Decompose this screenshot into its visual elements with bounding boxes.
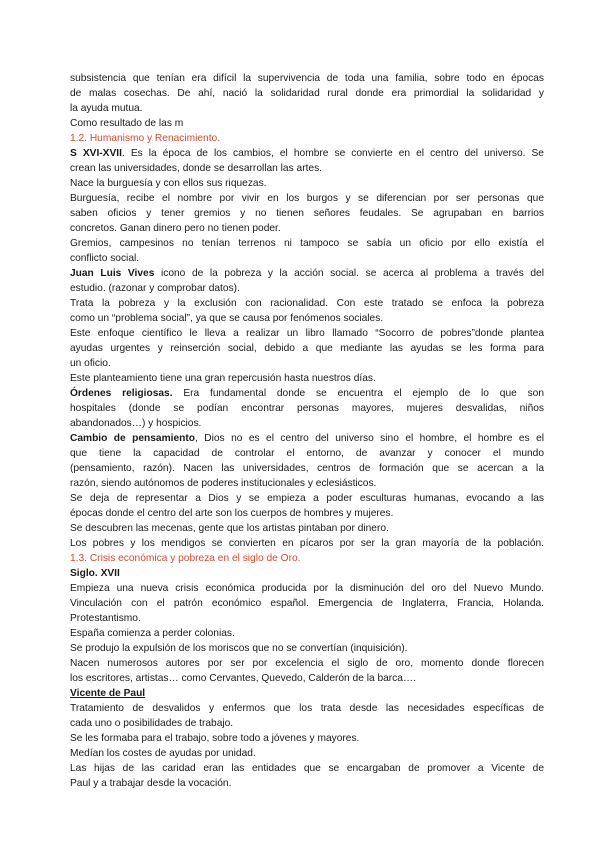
text-line xyxy=(70,671,544,686)
text-line xyxy=(70,356,544,371)
line-text: estudio. (razonar y comprobar datos). xyxy=(70,283,240,294)
text-line xyxy=(70,161,544,176)
line-text: un oficio. xyxy=(70,358,111,369)
text-line xyxy=(70,236,544,251)
line-text: (pensamiento, razón). Nacen las universidades, centros de formación que se acercan a la xyxy=(70,463,544,474)
line-text: Trata la pobreza y la exclusión con racionalidad. Con este tratado se enfoca la pobreza xyxy=(70,298,544,309)
line-text: la ayuda mutua. xyxy=(70,103,143,114)
line-text: Tratamiento de desvalidos y enfermos que los trata desde las necesidades específicas de xyxy=(70,703,544,714)
line-text: los escritores, artistas… como Cervantes, Quevedo, Calderón de la barca…. xyxy=(70,673,416,684)
line-text: ayudas urgentes y reinserción social, debido a que mediante las ayudas se les forma para xyxy=(70,343,544,354)
line-text: subsistencia que tenían era difícil la supervivencia de toda una familia, sobre todo en épocas xyxy=(70,73,544,84)
line-text: . Es la época de los cambios, el hombre se convierte en el centro del universo. Se xyxy=(121,148,544,159)
line-text: razón, siendo autónomos de poderes institucionales y eclesiásticos. xyxy=(70,478,377,489)
text-line xyxy=(70,176,544,191)
line-text: Nacen numerosos autores por ser por excelencia el siglo de oro, momento donde florecen xyxy=(70,658,544,669)
text-line xyxy=(70,191,544,206)
line-text: épocas donde el centro del arte son los cuerpos de hombres y mujeres. xyxy=(70,508,394,519)
line-text: conflicto social. xyxy=(70,253,140,264)
text-line xyxy=(70,371,544,386)
line-text: Era fundamental donde se encuentra el ejemplo de lo que son xyxy=(172,388,545,399)
line-text: como un “problema social”, ya que se causa por fenómenos sociales. xyxy=(70,313,384,324)
text-line xyxy=(70,461,544,476)
line-text: Se deja de representar a Dios y se empieza a poder esculturas humanas, evocando a las xyxy=(70,493,544,504)
text-line xyxy=(70,641,544,656)
bold-lead: Órdenes religiosas. xyxy=(70,388,173,399)
text-line xyxy=(70,311,544,326)
text-line xyxy=(70,146,544,161)
text-line xyxy=(70,716,544,731)
line-text: que tiene la capacidad de controlar el entorno, de avanzar y conocer el mundo xyxy=(70,448,544,459)
line-text: Nace la burguesía y con ellos sus riquezas. xyxy=(70,178,267,189)
bold-lead: Cambio de pensamiento xyxy=(70,433,195,444)
text-line xyxy=(70,506,544,521)
line-text: , Dios no es el centro del universo sino el hombre, el hombre es el xyxy=(194,433,544,444)
line-text: Se produjo la expulsión de los moriscos que no se convertían (inquisición). xyxy=(70,643,408,654)
text-line xyxy=(70,251,544,266)
text-line xyxy=(70,206,544,221)
line-text: Vinculación con el patrón económico español. Emergencia de Inglaterra, Francia, Holanda. xyxy=(70,598,544,609)
line-text: de malas cosechas. De ahí, nació la solidaridad rural donde era primordial la solidaridad y xyxy=(70,88,544,99)
line-text: Vicente de Paul xyxy=(70,688,146,699)
line-text: Se les formaba para el trabajo, sobre todo a jóvenes y mayores. xyxy=(70,733,360,744)
line-text: Los pobres y los mendigos se convierten en pícaros por ser la gran mayoría de la población. xyxy=(70,538,544,549)
line-text: España comienza a perder colonias. xyxy=(70,628,235,639)
line-text: Paul y a trabajar desde la vocación. xyxy=(70,778,232,789)
text-line xyxy=(70,431,544,446)
text-line xyxy=(70,566,544,581)
line-text: Se descubren las mecenas, gente que los artistas pintaban por dinero. xyxy=(70,523,389,534)
text-line xyxy=(70,626,544,641)
text-line xyxy=(70,491,544,506)
text-line xyxy=(70,281,544,296)
text-line xyxy=(70,581,544,596)
text-line xyxy=(70,701,544,716)
line-text: Este planteamiento tiene una gran repercusión hasta nuestros días. xyxy=(70,373,376,384)
text-line xyxy=(70,611,544,626)
line-text: Las hijas de las caridad eran las entidades que se encargaban de promover a Vicente de xyxy=(70,763,544,774)
line-text: Medían los costes de ayudas por unidad. xyxy=(70,748,256,759)
text-line xyxy=(70,686,544,701)
text-line xyxy=(70,401,544,416)
text-line xyxy=(70,446,544,461)
line-text: Siglo. XVII xyxy=(70,568,120,579)
line-text: 1.2. Humanismo y Renacimiento. xyxy=(70,133,221,144)
text-line xyxy=(70,221,544,236)
line-text: hospitales (donde se podían encontrar personas mayores, mujeres desvalidas, niños xyxy=(70,403,544,414)
line-text: Empieza una nueva crisis económica producida por la disminución del oro del Nuevo Mundo. xyxy=(70,583,544,594)
line-text: Burguesía, recibe el nombre por vivir en los burgos y se diferencian por ser personas que xyxy=(70,193,544,204)
line-text: 1.3. Crisis económica y pobreza en el siglo de Oro. xyxy=(70,553,301,564)
section-heading xyxy=(70,131,544,146)
line-text: Este enfoque científico le lleva a realizar un libro llamado “Socorro de pobres”donde plantea xyxy=(70,328,544,339)
text-line xyxy=(70,776,544,791)
line-text: concretos. Ganan dinero pero no tienen poder. xyxy=(70,223,281,234)
text-line xyxy=(70,416,544,431)
text-line xyxy=(70,116,544,131)
text-line xyxy=(70,341,544,356)
line-text: cada uno o posibilidades de trabajo. xyxy=(70,718,234,729)
line-text: saben oficios y tener gremios y no tienen señores feudales. Se agrupaban en barrios xyxy=(70,208,544,219)
line-text: Como resultado de las m xyxy=(70,118,184,129)
text-line xyxy=(70,101,544,116)
text-line xyxy=(70,266,544,281)
text-line xyxy=(70,596,544,611)
text-line xyxy=(70,86,544,101)
line-text: Protestantismo. xyxy=(70,613,141,624)
section-heading xyxy=(70,551,544,566)
text-line xyxy=(70,386,544,401)
bold-lead: Juan Luis Vives xyxy=(70,268,155,279)
document-body xyxy=(70,71,544,791)
text-line xyxy=(70,731,544,746)
bold-lead: S XVI-XVII xyxy=(70,148,122,159)
line-text: icono de la pobreza y la acción social. se acerca al problema a través del xyxy=(154,268,544,279)
text-line xyxy=(70,71,544,86)
line-text: Gremios, campesinos no tenían terrenos ni tampoco se sabía un oficio por ello existía el xyxy=(70,238,544,249)
text-line xyxy=(70,761,544,776)
text-line xyxy=(70,326,544,341)
line-text: abandonados…) y hospicios. xyxy=(70,418,202,429)
line-text: crean las universidades, donde se desarrollan las artes. xyxy=(70,163,323,174)
text-line xyxy=(70,536,544,551)
text-line xyxy=(70,521,544,536)
text-line xyxy=(70,296,544,311)
text-line xyxy=(70,746,544,761)
text-line xyxy=(70,656,544,671)
text-line xyxy=(70,476,544,491)
